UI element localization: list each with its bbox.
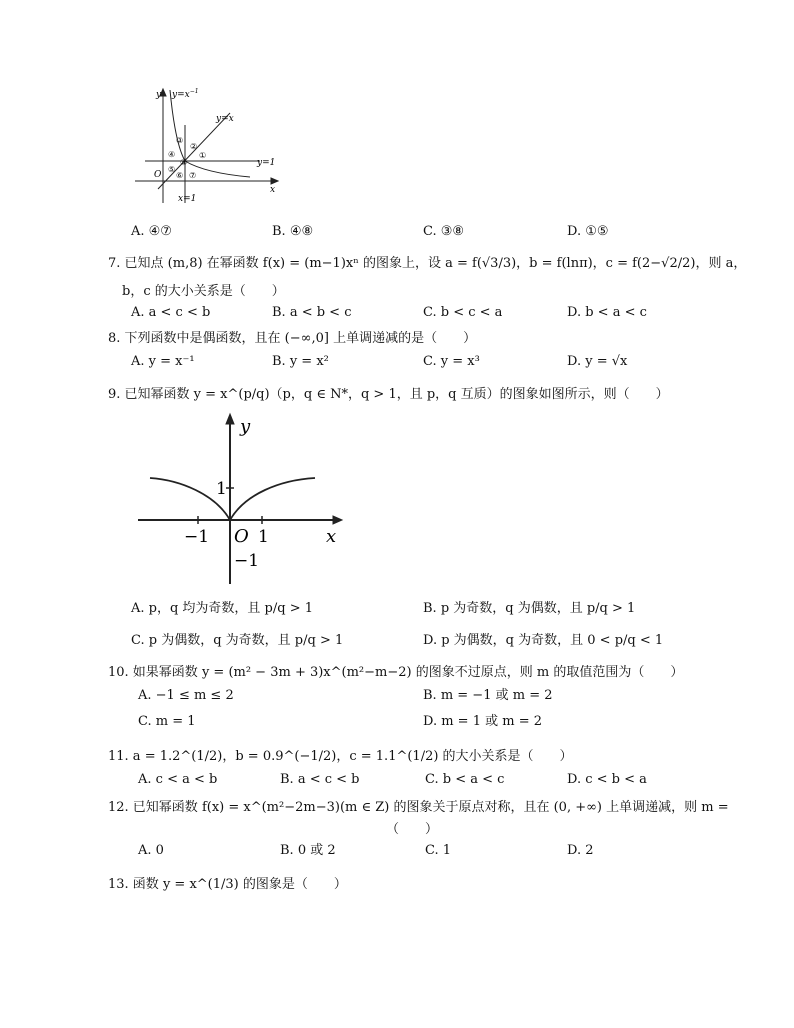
q9-tick-label-x1: 1 — [258, 527, 269, 547]
q9-tick-label-y1: 1 — [216, 479, 227, 499]
q6-option-d[interactable]: D. ①⑤ — [567, 224, 609, 239]
x-axis-label: x — [270, 185, 276, 195]
q9-option-d[interactable]: D. p 为偶数，q 为奇数，且 0 < p/q < 1 — [423, 633, 664, 648]
region-5: ⑤ — [168, 165, 176, 174]
q12-option-d[interactable]: D. 2 — [567, 843, 594, 858]
q12-option-c[interactable]: C. 1 — [425, 843, 452, 858]
q8-option-a[interactable]: A. y = x⁻¹ — [131, 354, 195, 369]
q11-stem: 11. a = 1.2^(1/2)，b = 0.9^(−1/2)，c = 1.1^(1/2) 的大小关系是（ ） — [108, 749, 573, 764]
region-2: ② — [190, 142, 198, 151]
q9-x-axis-arrow — [333, 516, 342, 524]
q7-option-d[interactable]: D. b < a < c — [567, 305, 647, 320]
line-x1-label: x=1 — [178, 194, 197, 204]
q9-option-b[interactable]: B. p 为奇数，q 为偶数，且 p/q > 1 — [423, 601, 636, 616]
q11-option-a[interactable]: A. c < a < b — [138, 772, 218, 787]
region-4: ④ — [168, 150, 176, 159]
q7-stem-line1: 7. 已知点 (m,8) 在幂函数 f(x) = (m−1)xⁿ 的图象上，设 a = f(√3/3)，b = f(lnπ)，c = f(2−√2/2)，则 a， — [108, 256, 747, 271]
q9-x-label: x — [326, 526, 337, 547]
q11-option-b[interactable]: B. a < c < b — [280, 772, 360, 787]
q13-stem: 13. 函数 y = x^(1/3) 的图象是（ ） — [108, 877, 347, 892]
q7-option-b[interactable]: B. a < b < c — [272, 305, 352, 320]
q8-option-c[interactable]: C. y = x³ — [423, 354, 480, 369]
q8-stem: 8. 下列函数中是偶函数，且在 (−∞,0] 上单调递减的是（ ） — [108, 331, 477, 346]
q9-tick-label-y-neg1: −1 — [234, 551, 260, 571]
q9-y-label: y — [240, 416, 251, 437]
q9-option-c[interactable]: C. p 为偶数，q 为奇数，且 p/q > 1 — [131, 633, 344, 648]
q6-option-c[interactable]: C. ③⑧ — [423, 224, 465, 239]
origin-label: O — [154, 170, 162, 180]
region-6: ⑥ — [176, 171, 184, 180]
q12-blank: （ ） — [386, 822, 439, 837]
q6-option-a[interactable]: A. ④⑦ — [131, 224, 172, 239]
y-axis-label: y — [156, 90, 162, 100]
q9-curve — [150, 478, 315, 520]
q12-option-b[interactable]: B. 0 或 2 — [280, 843, 336, 858]
region-8: ⑧ — [180, 158, 188, 167]
q10-option-d[interactable]: D. m = 1 或 m = 2 — [423, 714, 542, 729]
q11-option-d[interactable]: D. c < b < a — [567, 772, 647, 787]
q7-option-c[interactable]: C. b < c < a — [423, 305, 503, 320]
curve-label: $y=x^{-1}$ — [172, 88, 199, 100]
region-3: ③ — [176, 136, 184, 145]
region-1: ① — [199, 151, 207, 160]
q8-option-b[interactable]: B. y = x² — [272, 354, 329, 369]
q10-option-c[interactable]: C. m = 1 — [138, 714, 196, 729]
q7-stem-line2: b，c 的大小关系是（ ） — [122, 284, 285, 299]
q9-graph — [130, 408, 350, 588]
q12-stem: 12. 已知幂函数 f(x) = x^(m²−2m−3)(m ∈ Z) 的图象关于原点对称，且在 (0, +∞) 上单调递减，则 m = — [108, 800, 729, 815]
q9-tick-label-x-neg1: −1 — [184, 527, 210, 547]
line-yx-label: y=x — [216, 114, 234, 124]
q9-option-a[interactable]: A. p，q 均为奇数，且 p/q > 1 — [131, 601, 314, 616]
q8-option-d[interactable]: D. y = √x — [567, 354, 628, 369]
q11-option-c[interactable]: C. b < a < c — [425, 772, 505, 787]
power-function-regions-figure — [130, 85, 290, 207]
line-y1-label: y=1 — [257, 158, 276, 168]
q6-option-b[interactable]: B. ④⑧ — [272, 224, 314, 239]
q10-option-b[interactable]: B. m = −1 或 m = 2 — [423, 688, 553, 703]
q12-option-a[interactable]: A. 0 — [138, 843, 164, 858]
x-axis-arrow — [271, 178, 278, 184]
q9-y-axis-arrow — [226, 414, 234, 424]
q10-option-a[interactable]: A. −1 ≤ m ≤ 2 — [138, 688, 234, 703]
q9-stem: 9. 已知幂函数 y = x^(p/q)（p，q ∈ N*，q > 1，且 p，q 互质）的图象如图所示，则（ ） — [108, 387, 669, 402]
region-7: ⑦ — [189, 171, 197, 180]
q9-origin-label: O — [234, 526, 249, 547]
q7-option-a[interactable]: A. a < c < b — [131, 305, 211, 320]
q10-stem: 10. 如果幂函数 y = (m² − 3m + 3)x^(m²−m−2) 的图象不过原点，则 m 的取值范围为（ ） — [108, 665, 684, 680]
